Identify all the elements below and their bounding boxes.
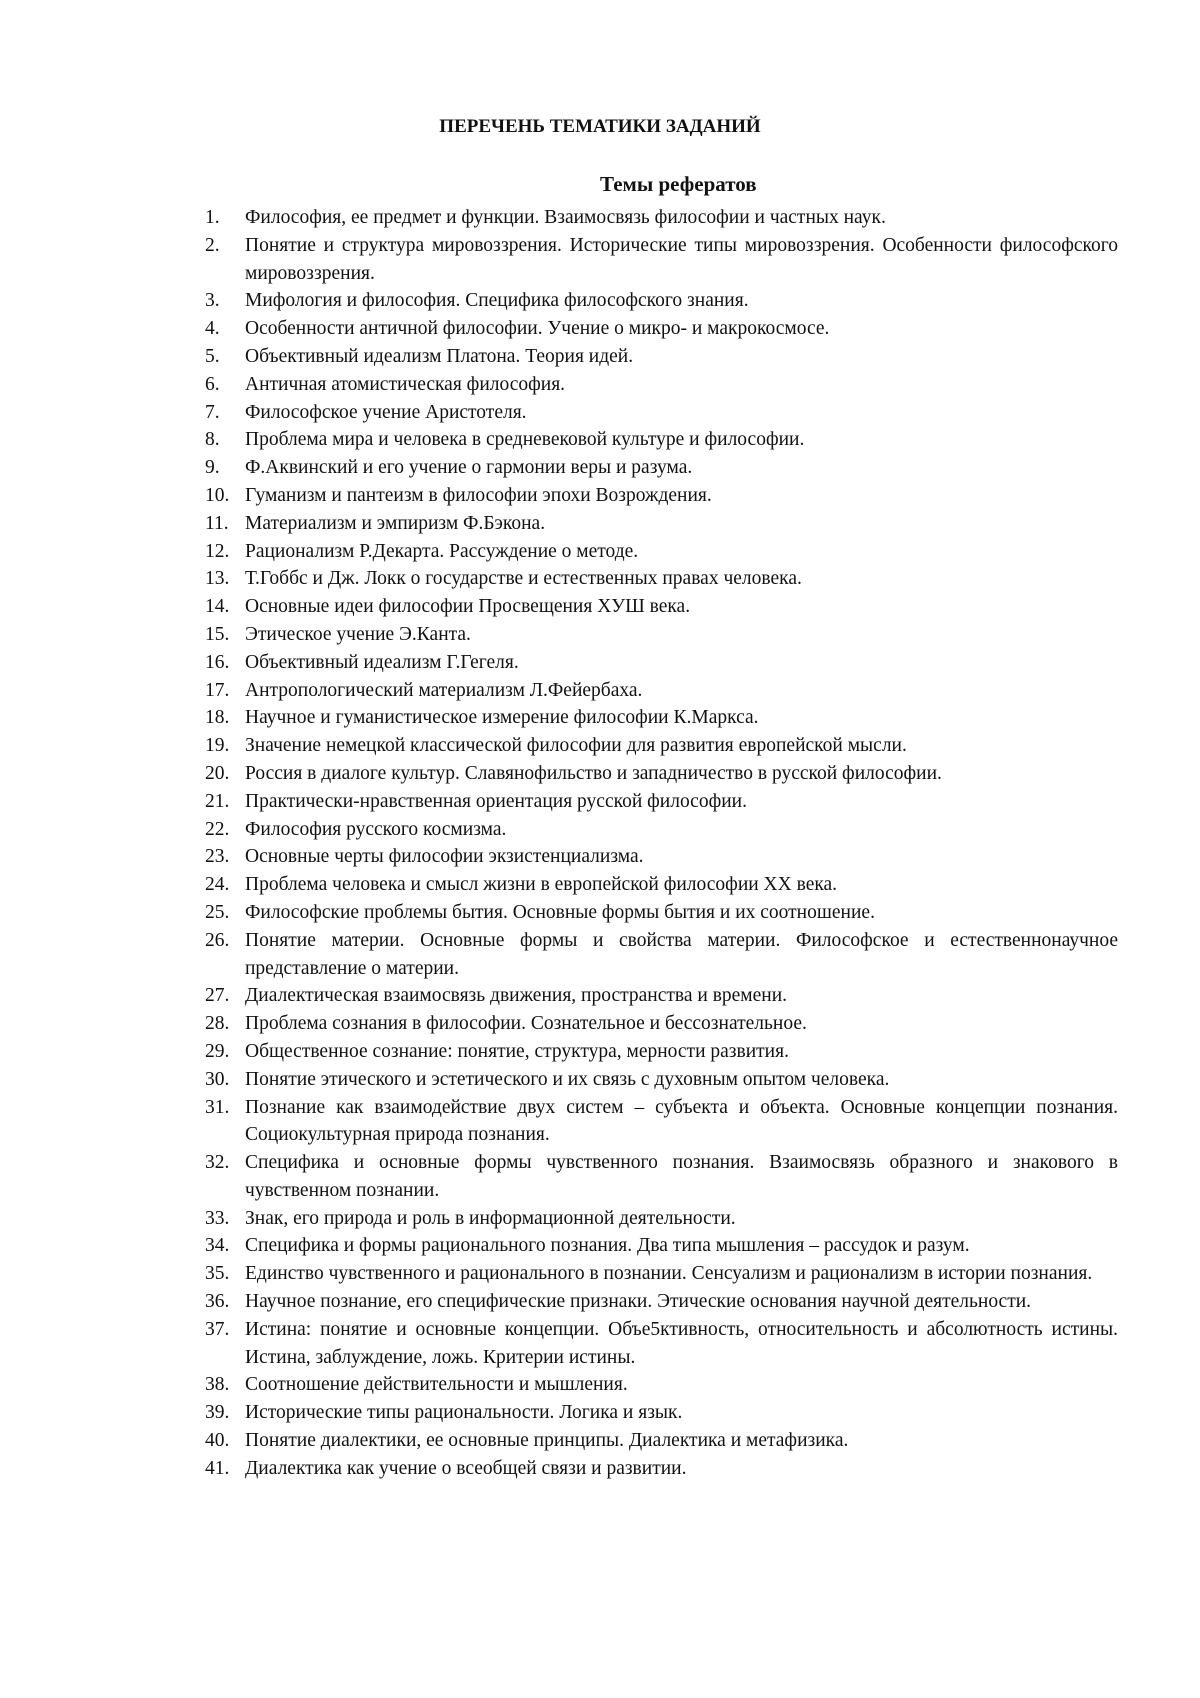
list-item-number: 37. bbox=[205, 1318, 230, 1340]
list-item-text: Объективный идеализм Платона. Теория идей. bbox=[245, 345, 634, 367]
list-item-text: Практически-нравственная ориентация русской философии. bbox=[245, 790, 747, 812]
list-item bbox=[205, 1427, 1118, 1455]
list-item-text: Знак, его природа и роль в информационной деятельности. bbox=[245, 1207, 736, 1229]
list-item-number: 29. bbox=[205, 1040, 230, 1062]
list-item-number: 6. bbox=[205, 373, 220, 395]
list-item-text: Исторические типы рациональности. Логика и язык. bbox=[245, 1402, 683, 1424]
list-item bbox=[205, 454, 1118, 482]
list-item bbox=[205, 732, 1118, 760]
list-item-text: Особенности античной философии. Учение о микро- и макрокосмосе. bbox=[245, 318, 830, 340]
list-item-text: Т.Гоббс и Дж. Локк о государстве и естественных правах человека. bbox=[245, 568, 802, 590]
list-item-number: 28. bbox=[205, 1013, 230, 1035]
list-item-text: Познание как взаимодействие двух систем – субъекта и объекта. Основные концепции познания. Социокультурная природа познания. bbox=[245, 1096, 1118, 1146]
list-item bbox=[205, 399, 1118, 427]
list-item-number: 36. bbox=[205, 1291, 230, 1313]
list-item-text: Понятие материи. Основные формы и свойства материи. Философское и естественнонаучное представление о материи. bbox=[245, 929, 1118, 979]
list-item-text: Античная атомистическая философия. bbox=[245, 373, 566, 395]
list-item bbox=[205, 1094, 1118, 1150]
list-item-text: Научное и гуманистическое измерение философии К.Маркса. bbox=[245, 707, 759, 729]
list-item bbox=[205, 843, 1118, 871]
list-item-number: 13. bbox=[205, 568, 230, 590]
list-item bbox=[205, 927, 1118, 983]
list-item-number: 22. bbox=[205, 818, 230, 840]
list-item-text: Научное познание, его специфические признаки. Этические основания научной деятельности. bbox=[245, 1291, 1032, 1313]
list-item-text: Специфика и основные формы чувственного познания. Взаимосвязь образного и знакового в чувственном познании. bbox=[245, 1152, 1118, 1201]
list-item bbox=[205, 538, 1118, 566]
list-item bbox=[205, 1066, 1118, 1094]
list-item bbox=[205, 1455, 1118, 1483]
list-item bbox=[205, 1316, 1118, 1372]
list-item-text: Понятие и структура мировоззрения. Исторические типы мировоззрения. Особенности философского мировоззрения. bbox=[245, 234, 1118, 284]
list-item bbox=[205, 760, 1118, 788]
list-item bbox=[205, 1205, 1118, 1233]
list-item-number: 5. bbox=[205, 345, 220, 367]
list-item-number: 25. bbox=[205, 901, 230, 923]
list-item-number: 31. bbox=[205, 1096, 230, 1118]
list-item-number: 26. bbox=[205, 929, 230, 951]
list-item-text: Россия в диалоге культур. Славянофильство и западничество в русской философии. bbox=[245, 762, 942, 784]
list-item-number: 9. bbox=[205, 457, 220, 479]
list-item-text: Проблема мира и человека в средневековой культуре и философии. bbox=[245, 429, 805, 451]
list-item-number: 24. bbox=[205, 874, 230, 896]
list-item-number: 19. bbox=[205, 735, 230, 757]
list-item-text: Основные идеи философии Просвещения ХУШ века. bbox=[245, 596, 691, 618]
list-item bbox=[205, 343, 1118, 371]
list-item-number: 20. bbox=[205, 762, 230, 784]
list-item-number: 21. bbox=[205, 790, 230, 812]
list-item-number: 27. bbox=[205, 985, 230, 1007]
list-item-text: Специфика и формы рационального познания. Два типа мышления – рассудок и разум. bbox=[245, 1235, 970, 1257]
list-item-text: Антропологический материализм Л.Фейербаха. bbox=[245, 679, 643, 701]
list-item bbox=[205, 1010, 1118, 1038]
list-item-number: 18. bbox=[205, 707, 230, 729]
list-item-text: Гуманизм и пантеизм в философии эпохи Возрождения. bbox=[245, 484, 712, 506]
list-item bbox=[205, 1399, 1118, 1427]
list-item-text: Значение немецкой классической философии для развития европейской мысли. bbox=[245, 735, 907, 757]
list-item-number: 41. bbox=[205, 1457, 230, 1479]
list-item bbox=[205, 1232, 1118, 1260]
list-item bbox=[205, 315, 1118, 343]
list-item-text: Понятие этического и эстетического и их связь с духовным опытом человека. bbox=[245, 1068, 890, 1090]
list-item-number: 14. bbox=[205, 596, 230, 618]
list-item bbox=[205, 371, 1118, 399]
list-item-text: Философия, ее предмет и функции. Взаимосвязь философии и частных наук. bbox=[245, 207, 886, 228]
list-item-number: 35. bbox=[205, 1263, 230, 1285]
list-item-text: Ф.Аквинский и его учение о гармонии веры и разума. bbox=[245, 457, 693, 479]
list-item-text: Философское учение Аристотеля. bbox=[245, 401, 527, 423]
list-item-number: 34. bbox=[205, 1235, 230, 1257]
list-item-number: 15. bbox=[205, 623, 230, 645]
list-item bbox=[205, 1149, 1118, 1205]
list-item bbox=[205, 788, 1118, 816]
list-item bbox=[205, 621, 1118, 649]
document-title: ПЕРЕЧЕНЬ ТЕМАТИКИ ЗАДАНИЙ bbox=[439, 116, 761, 137]
list-item-number: 1. bbox=[205, 207, 220, 228]
list-item-text: Диалектическая взаимосвязь движения, пространства и времени. bbox=[245, 985, 788, 1007]
list-item-number: 10. bbox=[205, 484, 230, 506]
list-item-text: Философские проблемы бытия. Основные формы бытия и их соотношение. bbox=[245, 901, 875, 923]
list-item bbox=[205, 649, 1118, 677]
list-item bbox=[205, 1260, 1118, 1288]
list-item bbox=[205, 593, 1118, 621]
list-item-text: Материализм и эмпиризм Ф.Бэкона. bbox=[245, 512, 546, 534]
list-item bbox=[205, 426, 1118, 454]
list-item-number: 16. bbox=[205, 651, 230, 673]
list-item-number: 4. bbox=[205, 318, 220, 340]
list-item-text: Этическое учение Э.Канта. bbox=[245, 623, 471, 645]
list-item-text: Общественное сознание: понятие, структура, мерности развития. bbox=[245, 1040, 789, 1062]
list-item-text: Основные черты философии экзистенциализма. bbox=[245, 846, 644, 868]
list-item bbox=[205, 816, 1118, 844]
list-item-number: 3. bbox=[205, 290, 220, 312]
list-item-number: 12. bbox=[205, 540, 230, 562]
list-item-text: Истина: понятие и основные концепции. Объе5ктивность, относительность и абсолютность истины. Истина, заблуждение, ложь. Критерии истины. bbox=[245, 1318, 1118, 1368]
list-item-text: Проблема человека и смысл жизни в европейской философии ХХ века. bbox=[245, 874, 838, 896]
list-item-text: Единство чувственного и рационального в познании. Сенсуализм и рационализм в истории познания. bbox=[245, 1263, 1093, 1285]
list-item-text: Мифология и философия. Специфика философского знания. bbox=[245, 290, 749, 312]
list-item-text: Диалектика как учение о всеобщей связи и развитии. bbox=[245, 1457, 687, 1479]
topic-list bbox=[205, 204, 1118, 1483]
list-item-number: 17. bbox=[205, 679, 230, 701]
list-item bbox=[205, 1038, 1118, 1066]
list-item bbox=[205, 232, 1118, 288]
list-item bbox=[205, 677, 1118, 705]
list-item bbox=[205, 287, 1118, 315]
list-item bbox=[205, 510, 1118, 538]
list-item-number: 32. bbox=[205, 1152, 230, 1174]
section-title: Темы рефератов bbox=[600, 172, 757, 196]
list-item-number: 23. bbox=[205, 846, 230, 868]
list-item-number: 11. bbox=[205, 512, 229, 534]
list-item-text: Проблема сознания в философии. Сознательное и бессознательное. bbox=[245, 1013, 807, 1035]
list-item-number: 40. bbox=[205, 1430, 230, 1452]
list-item bbox=[205, 982, 1118, 1010]
list-item-number: 39. bbox=[205, 1402, 230, 1424]
list-item-text: Объективный идеализм Г.Гегеля. bbox=[245, 651, 519, 673]
list-item bbox=[205, 1288, 1118, 1316]
list-item bbox=[205, 1371, 1118, 1399]
list-item-text: Философия русского космизма. bbox=[245, 818, 507, 840]
list-item-text: Рационализм Р.Декарта. Рассуждение о методе. bbox=[245, 540, 639, 562]
list-item-number: 8. bbox=[205, 429, 220, 451]
list-item bbox=[205, 565, 1118, 593]
list-item-number: 38. bbox=[205, 1374, 230, 1396]
list-item bbox=[205, 704, 1118, 732]
list-item-number: 7. bbox=[205, 401, 220, 423]
list-item-text: Соотношение действительности и мышления. bbox=[245, 1374, 628, 1396]
list-item bbox=[205, 482, 1118, 510]
list-item-text: Понятие диалектики, ее основные принципы. Диалектика и метафизика. bbox=[245, 1430, 849, 1452]
list-item bbox=[205, 899, 1118, 927]
list-item-number: 30. bbox=[205, 1068, 230, 1090]
list-item bbox=[205, 204, 1118, 232]
list-item-number: 2. bbox=[205, 234, 220, 256]
list-item bbox=[205, 871, 1118, 899]
list-item-number: 33. bbox=[205, 1207, 230, 1229]
